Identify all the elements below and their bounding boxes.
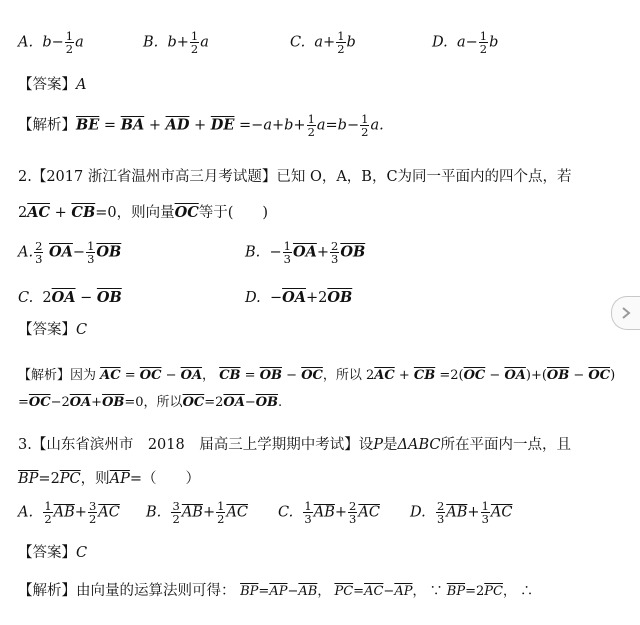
q1-answer [18, 78, 86, 93]
q2-stem-line2 [18, 206, 268, 221]
fraction: $\frac{1}{2}$ [65, 29, 74, 57]
vector: $\overline{BE}$ [76, 116, 100, 134]
vector: $\overline{BP}$ [240, 584, 259, 599]
math-op: ∴ [520, 584, 534, 599]
vector: $\overline{CB}$ [71, 204, 96, 221]
q3-stem-line1 [18, 438, 571, 453]
q2-explanation-line2: $=\overline{OC}-2\overline{OA}+\overline{OB}=0$，所以$\overline{OC}=2\overline{OA}-\overline{OB}$. [18, 395, 283, 410]
answer-value: C [76, 545, 88, 561]
q3-option-c: C. $\frac{1}{3}$ $\overline{AB}+$ $\frac{2}{3}$ $\overline{AC}$ [278, 499, 380, 527]
vector: $\overline{AC}$ [226, 504, 249, 521]
q1-option-d [432, 30, 498, 55]
question-stem: 等于( ) [198, 205, 269, 221]
math-op: + [54, 205, 67, 221]
vector: $\overline{PC}$ [484, 584, 503, 599]
option-label: B. [143, 34, 159, 51]
math-op: + [202, 504, 216, 521]
math-op: ∵ [429, 584, 443, 599]
fraction: $\frac{1}{2}$ [337, 29, 345, 57]
fraction: $\frac{1}{3}$ [283, 239, 291, 267]
vector: $\overline{PC}$ [334, 584, 354, 599]
vector: $\overline{OA}$ [292, 243, 317, 261]
question-stem: 3.【山东省滨州市 2018 届高三上学期期中考试】设 [18, 437, 374, 453]
explain-text: 所以 2 [335, 368, 375, 383]
q1-option-b [143, 30, 209, 55]
q3-answer [18, 546, 87, 561]
vector: $\overline{AC}$ [27, 204, 51, 221]
option-expr-tail: a [75, 34, 84, 51]
vector: $\overline{OA}$ [49, 243, 73, 261]
math-op: +2 [305, 290, 328, 306]
vector: $\overline{AD}$ [165, 116, 190, 134]
math-op: = [103, 117, 117, 134]
answer-label: 【答案】 [18, 322, 76, 338]
math-op: + [148, 117, 161, 134]
vector: $\overline{AB}$ [313, 504, 335, 521]
math-expr: 2 [42, 290, 52, 306]
q2-option-b [245, 240, 365, 265]
answer-value: A [76, 77, 87, 93]
vector: $\overline{OB}$ [96, 243, 122, 261]
question-stem: 是 [383, 437, 398, 453]
fraction: $\frac{2}{3}$ [35, 239, 43, 267]
math-op: − [269, 290, 283, 306]
math-op: =2 [38, 471, 60, 487]
option-expr-tail: b [489, 34, 499, 51]
option-label: C. [290, 34, 306, 51]
option-label: C. [278, 504, 294, 521]
fraction: $\frac{2}{3}$ [331, 239, 339, 267]
q3-option-a: A. $\frac{1}{2}$ $\overline{AB}+$ $\frac{3}{2}$ $\overline{AC}$ [18, 499, 120, 527]
vector: $\overline{AC}$ [490, 504, 513, 521]
q3-stem-line2 [18, 472, 200, 487]
math-op: + [334, 504, 348, 521]
q3-option-d: D. $\frac{2}{3}$ $\overline{AB}+$ $\frac{1}{3}$ $\overline{AC}$ [410, 499, 513, 527]
math-op: + [194, 117, 207, 134]
option-expr-tail: a [200, 34, 209, 51]
math-op: − [244, 395, 256, 410]
math-op: − [80, 290, 93, 306]
option-expr: a− [456, 34, 478, 51]
vector: $\overline{BP}$ [18, 471, 39, 487]
vector: $\overline{AC}$ [98, 504, 120, 521]
option-label: D. [410, 504, 426, 521]
question-stem: 所在平面内一点，且 [440, 437, 571, 453]
question-stem: 2.【2017 浙江省温州市高三月考试题】已知 O，A，B，C为同一平面内的四个点，若 [18, 169, 572, 185]
math-op: =2 [204, 395, 224, 410]
vector: $\overline{AC}$ [358, 504, 380, 521]
vector: $\overline{AP}$ [269, 584, 288, 599]
vector: $\overline{OB}$ [327, 289, 353, 306]
math-op: + [91, 395, 103, 410]
vector: $\overline{PC}$ [59, 471, 81, 487]
q3-explanation: 【解析】由向量的运算法则可得： $\overline{BP}=\overline{AP}-\overline{AB}$， $\overline{PC}=\overline{AC}-\overline{AP}$， ∵ $\overline{BP}=2\overline{PC}$， ∴ [18, 583, 534, 599]
vector: $\overline{AB}$ [181, 504, 203, 521]
vector: $\overline{BP}$ [446, 584, 466, 599]
fraction: $\frac{1}{2}$ [361, 112, 369, 140]
vector: $\overline{AB}$ [446, 504, 468, 521]
vector: $\overline{OA}$ [282, 289, 306, 306]
vector: $\overline{BA}$ [120, 116, 145, 134]
option-expr: b+ [167, 34, 189, 51]
math-op: + [74, 504, 87, 521]
q1-option-c [290, 30, 356, 55]
answer-label: 【答案】 [18, 77, 76, 93]
answer-label: 【答案】 [18, 545, 76, 561]
math-expr: 2 [18, 205, 28, 221]
question-stem: =（ ） [129, 471, 201, 487]
option-expr-tail: b [346, 34, 356, 51]
option-label: A. [18, 34, 34, 51]
q2-option-c [18, 291, 122, 306]
vector: $\overline{DE}$ [210, 116, 235, 134]
option-label: C. [18, 290, 34, 306]
next-page-button[interactable] [611, 296, 640, 330]
math-expr: ΔABC [397, 437, 441, 453]
explain-text: 由向量的运算法则可得： [76, 583, 236, 599]
fraction: $\frac{1}{3}$ [87, 239, 95, 267]
fraction: $\frac{1}{2}$ [190, 29, 199, 57]
question-stem: ，则 [80, 471, 110, 487]
math-expr: a. [370, 117, 384, 134]
fraction: $\frac{1}{2}$ [479, 29, 488, 57]
vector: $\overline{OC}$ [174, 204, 199, 221]
q2-answer [18, 323, 87, 338]
explain-label: 【解析】 [18, 368, 71, 383]
option-label: B. [245, 244, 261, 261]
fraction: $\frac{1}{2}$ [307, 112, 315, 140]
math-op: −2 [50, 395, 70, 410]
option-expr: b− [42, 34, 64, 51]
q1-option-a [18, 30, 84, 55]
chevron-right-icon [620, 306, 632, 320]
answer-value: C [76, 322, 88, 338]
explain-label: 【解析】 [18, 117, 76, 134]
vector: $\overline{AC}$ [364, 584, 384, 599]
q1-explanation [18, 113, 384, 138]
q3-option-b: B. $\frac{3}{2}$ $\overline{AB}+$ $\frac{1}{2}$ $\overline{AC}$ [146, 499, 249, 527]
q2-stem-line1 [18, 170, 572, 185]
math-op: = [18, 395, 29, 410]
vector: $\overline{OB}$ [96, 289, 122, 306]
math-expr: =−a+b+ [239, 117, 306, 134]
math-expr: 2 [475, 584, 485, 599]
vector: $\overline{OA}$ [51, 289, 76, 306]
math-op: + [316, 244, 330, 261]
vector: $\overline{AP}$ [109, 471, 130, 487]
vector: $\overline{AP}$ [394, 584, 413, 599]
question-stem: =0，则向量 [95, 205, 175, 221]
explain-text: =0，所以 [124, 395, 183, 410]
math-op: − [72, 244, 86, 261]
vector: $\overline{AB}$ [298, 584, 318, 599]
explain-label: 【解析】 [18, 583, 76, 599]
option-label: A. [18, 504, 34, 521]
option-label: D. [432, 34, 448, 51]
math-expr: a=b− [316, 117, 360, 134]
q2-option-a [18, 240, 121, 265]
option-label: D. [245, 290, 261, 306]
vector: $\overline{AB}$ [53, 504, 75, 521]
q2-option-d [245, 291, 352, 306]
q3-options [18, 500, 618, 532]
q2-explanation-line1: 【解析】因为 $\overline{AC} = \overline{OC} - \overline{OA}$， $\overline{CB} = \overline{OB} - \overline{OC}$，所以 $2\overline{AC} + \overline{CB} =2(\overline{OC} - \overline{OA})+(\overline{OB} - \overline{OC})$ [18, 368, 616, 383]
q1-options [18, 30, 618, 60]
q2-options-row2 [18, 291, 618, 311]
math-op: − [269, 244, 282, 261]
math-op: + [467, 504, 480, 521]
explain-text: 因为 [70, 368, 97, 383]
q2-options-row1 [18, 240, 618, 270]
option-label: A. [18, 244, 34, 261]
math-expr: P [373, 437, 383, 453]
option-label: B. [146, 504, 162, 521]
vector: $\overline{OB}$ [340, 243, 366, 261]
option-expr: a+ [314, 34, 336, 51]
